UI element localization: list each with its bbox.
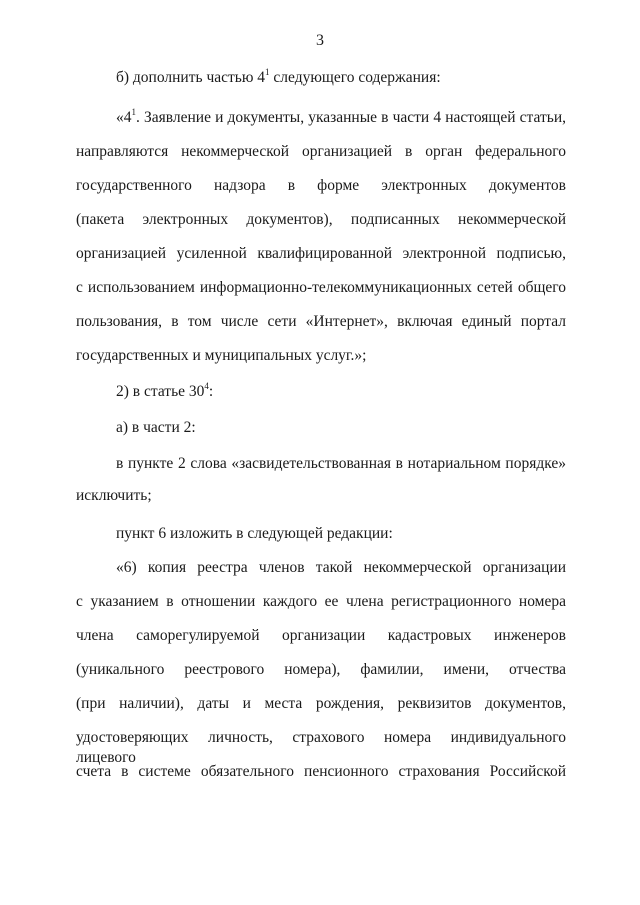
paragraph-line: удостоверяющих личность, страхового номера индивидуального лицевого (76, 729, 566, 766)
superscript: 1 (265, 67, 270, 77)
superscript: 1 (131, 107, 136, 117)
paragraph-line: (при наличии), даты и места рождения, реквизитов документов, (76, 695, 566, 712)
paragraph-line-subitem-a: а) в части 2: (116, 419, 196, 436)
paragraph-line: члена саморегулируемой организации кадастровых инженеров (76, 627, 566, 644)
paragraph-line: (уникального реестрового номера), фамилии, имени, отчества (76, 661, 566, 678)
page-number: 3 (316, 32, 324, 49)
paragraph-line: государственных и муниципальных услуг.»; (76, 347, 367, 364)
paragraph-line-point-6: «6) копия реестра членов такой некоммерческой организации (116, 559, 566, 576)
superscript: 4 (204, 381, 209, 391)
paragraph-line: с указанием в отношении каждого ее члена регистрационного номера (76, 593, 566, 610)
paragraph-line-item-2: 2) в статье $30^4$: (116, 381, 214, 400)
paragraph-line-part-4-1: «$4^1$. Заявление и документы, указанные в части 4 настоящей статьи, (116, 107, 566, 126)
paragraph-line: пункт 6 изложить в следующей редакции: (116, 525, 393, 542)
paragraph-line: (пакета электронных документов), подписанных некоммерческой (76, 211, 566, 228)
paragraph-line: с использованием информационно-телекоммуникационных сетей общего (76, 279, 566, 296)
paragraph-line: организацией усиленной квалифицированной электронной подписью, (76, 245, 566, 262)
paragraph-line: счета в системе обязательного пенсионного страхования Российской (76, 763, 566, 780)
paragraph-line: направляются некоммерческой организацией в орган федерального (76, 143, 566, 160)
paragraph-line: государственного надзора в форме электронных документов (76, 177, 566, 194)
paragraph-line: пользования, в том числе сети «Интернет», включая единый портал (76, 313, 566, 330)
paragraph-line: в пункте 2 слова «засвидетельствованная в нотариальном порядке» (116, 455, 566, 472)
paragraph-line: исключить; (76, 487, 152, 504)
paragraph-line-amend-b: б) дополнить частью $4^1$ следующего содержания: (116, 67, 441, 86)
